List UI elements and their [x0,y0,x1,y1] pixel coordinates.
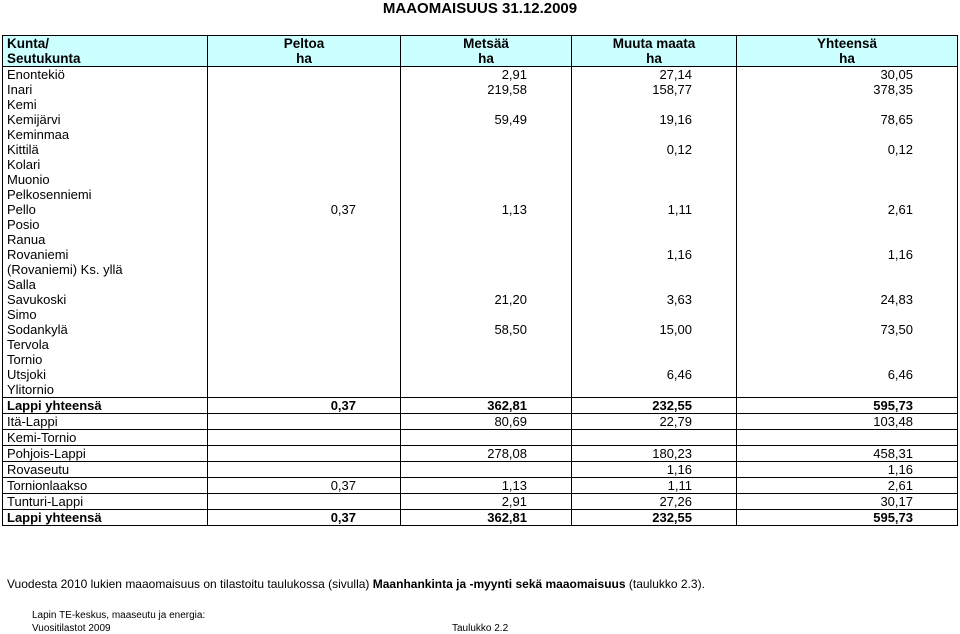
forest-cell [401,232,572,247]
fields-cell [208,217,401,232]
fields-cell [208,322,401,337]
other-land-cell: 1,16 [572,462,737,478]
total-cell: 30,05 [737,67,958,83]
forest-cell: 278,08 [401,446,572,462]
municipality-cell: (Rovaniemi) Ks. yllä [3,262,208,277]
table-row [3,97,958,112]
total-cell [737,277,958,292]
total-cell [737,307,958,322]
fields-cell [208,247,401,262]
other-land-cell: 22,79 [572,414,737,430]
forest-cell: 80,69 [401,414,572,430]
table-row [3,277,958,292]
fields-cell [208,292,401,307]
forest-cell [401,187,572,202]
forest-cell: 1,13 [401,478,572,494]
other-land-cell [572,157,737,172]
fields-cell [208,262,401,277]
forest-cell [401,247,572,262]
region-row [3,478,958,494]
fields-cell [208,462,401,478]
fields-cell: 0,37 [208,202,401,217]
fields-cell [208,157,401,172]
fields-cell [208,367,401,382]
header-unit: ha [737,51,958,67]
region-row [3,430,958,446]
forest-cell [401,172,572,187]
total-cell: 595,73 [737,510,958,526]
total-row [3,510,958,526]
forest-cell: 59,49 [401,112,572,127]
municipality-cell: Ylitornio [3,382,208,398]
municipality-cell: Keminmaa [3,127,208,142]
total-cell [737,217,958,232]
footer-source: Vuositilastot 2009 [32,623,111,634]
other-land-cell: 232,55 [572,510,737,526]
forest-cell: 2,91 [401,67,572,83]
header-municipality: Kunta/ [3,36,208,52]
other-land-cell: 27,26 [572,494,737,510]
municipality-cell: Lappi yhteensä [3,510,208,526]
fields-cell [208,307,401,322]
municipality-cell: Tunturi-Lappi [3,494,208,510]
fields-cell: 0,37 [208,510,401,526]
municipality-cell: Tornionlaakso [3,478,208,494]
municipality-cell: Posio [3,217,208,232]
forest-cell [401,430,572,446]
table-row [3,367,958,382]
other-land-cell [572,337,737,352]
fields-cell [208,142,401,157]
header-unit: ha [208,51,401,67]
table-row [3,172,958,187]
total-cell: 24,83 [737,292,958,307]
table-row [3,82,958,97]
municipality-cell: Pohjois-Lappi [3,446,208,462]
municipality-cell: Sodankylä [3,322,208,337]
forest-cell [401,217,572,232]
other-land-cell [572,127,737,142]
region-row [3,414,958,430]
table-row [3,307,958,322]
total-cell [737,127,958,142]
table-row [3,382,958,398]
forest-cell: 21,20 [401,292,572,307]
region-row [3,494,958,510]
total-cell: 103,48 [737,414,958,430]
fields-cell: 0,37 [208,478,401,494]
forest-cell: 362,81 [401,398,572,414]
footnote-bold-text: Maanhankinta ja -myynti sekä maaomaisuus [372,577,626,591]
other-land-cell: 1,11 [572,202,737,217]
forest-cell: 362,81 [401,510,572,526]
table-row [3,337,958,352]
fields-cell: 0,37 [208,398,401,414]
forest-cell [401,307,572,322]
fields-cell [208,430,401,446]
forest-cell [401,367,572,382]
municipality-cell: Simo [3,307,208,322]
forest-cell [401,97,572,112]
fields-cell [208,277,401,292]
table-row [3,187,958,202]
total-row [3,398,958,414]
other-land-cell: 6,46 [572,367,737,382]
municipality-cell: Inari [3,82,208,97]
other-land-cell [572,97,737,112]
forest-cell [401,337,572,352]
fields-cell [208,446,401,462]
municipality-cell: Enontekiö [3,67,208,83]
table-row [3,202,958,217]
region-row [3,462,958,478]
footer-organization: Lapin TE-keskus, maaseutu ja energia: [32,610,206,621]
total-cell: 0,12 [737,142,958,157]
total-cell [737,382,958,398]
fields-cell [208,112,401,127]
other-land-cell [572,382,737,398]
other-land-cell: 3,63 [572,292,737,307]
total-cell: 6,46 [737,367,958,382]
forest-cell: 58,50 [401,322,572,337]
header-fields: Peltoa [208,36,401,52]
header-forest: Metsää [401,36,572,52]
table-row [3,232,958,247]
total-cell: 2,61 [737,478,958,494]
total-cell [737,337,958,352]
municipality-cell: Kemi [3,97,208,112]
fields-cell [208,232,401,247]
fields-cell [208,82,401,97]
other-land-cell: 1,16 [572,247,737,262]
fields-cell [208,352,401,367]
other-land-cell: 27,14 [572,67,737,83]
municipality-cell: Itä-Lappi [3,414,208,430]
forest-cell [401,157,572,172]
total-cell: 2,61 [737,202,958,217]
fields-cell [208,414,401,430]
other-land-cell: 0,12 [572,142,737,157]
table-row [3,142,958,157]
total-cell [737,262,958,277]
other-land-cell: 19,16 [572,112,737,127]
other-land-cell [572,277,737,292]
other-land-cell: 232,55 [572,398,737,414]
other-land-cell [572,232,737,247]
forest-cell [401,382,572,398]
other-land-cell [572,262,737,277]
other-land-cell [572,352,737,367]
table-row [3,112,958,127]
land-ownership-table [2,35,958,526]
total-cell: 1,16 [737,247,958,262]
table-row [3,67,958,83]
forest-cell [401,127,572,142]
header-unit: ha [572,51,737,67]
table-row [3,127,958,142]
total-cell [737,172,958,187]
footnote [7,577,705,591]
header-total: Yhteensä [737,36,958,52]
municipality-cell: Kemijärvi [3,112,208,127]
forest-cell: 219,58 [401,82,572,97]
municipality-cell: Salla [3,277,208,292]
total-cell [737,187,958,202]
header-unit: ha [401,51,572,67]
table-row [3,217,958,232]
municipality-cell: Rovaseutu [3,462,208,478]
municipality-cell: Utsjoki [3,367,208,382]
table-row [3,247,958,262]
municipality-cell: Savukoski [3,292,208,307]
fields-cell [208,187,401,202]
fields-cell [208,67,401,83]
forest-cell [401,142,572,157]
other-land-cell: 1,11 [572,478,737,494]
municipality-cell: Kemi-Tornio [3,430,208,446]
table-row [3,322,958,337]
fields-cell [208,127,401,142]
other-land-cell [572,430,737,446]
table-row [3,292,958,307]
total-cell: 30,17 [737,494,958,510]
other-land-cell [572,217,737,232]
table-row [3,157,958,172]
municipality-cell: Pelkosenniemi [3,187,208,202]
other-land-cell: 15,00 [572,322,737,337]
fields-cell [208,172,401,187]
forest-cell [401,462,572,478]
header-region: Seutukunta [3,51,208,67]
footnote-text-end: (taulukko 2.3). [625,577,705,591]
municipality-cell: Tornio [3,352,208,367]
forest-cell: 1,13 [401,202,572,217]
other-land-cell [572,307,737,322]
other-land-cell [572,172,737,187]
total-cell: 78,65 [737,112,958,127]
footer-table-ref: Taulukko 2.2 [452,623,509,634]
municipality-cell: Tervola [3,337,208,352]
total-cell [737,97,958,112]
region-row [3,446,958,462]
municipality-cell: Kittilä [3,142,208,157]
total-cell [737,232,958,247]
total-cell [737,352,958,367]
municipality-cell: Rovaniemi [3,247,208,262]
forest-cell: 2,91 [401,494,572,510]
footnote-text: Vuodesta 2010 lukien maaomaisuus on tilastoitu taulukossa (sivulla) [7,577,373,591]
other-land-cell [572,187,737,202]
municipality-cell: Muonio [3,172,208,187]
page-title: MAAOMAISUUS 31.12.2009 [382,0,578,17]
forest-cell [401,277,572,292]
total-cell [737,157,958,172]
total-cell: 458,31 [737,446,958,462]
total-cell: 73,50 [737,322,958,337]
fields-cell [208,382,401,398]
fields-cell [208,494,401,510]
other-land-cell: 180,23 [572,446,737,462]
table-row [3,262,958,277]
other-land-cell: 158,77 [572,82,737,97]
municipality-cell: Pello [3,202,208,217]
municipality-cell: Kolari [3,157,208,172]
total-cell: 378,35 [737,82,958,97]
forest-cell [401,352,572,367]
fields-cell [208,97,401,112]
total-cell: 595,73 [737,398,958,414]
header-other-land: Muuta maata [572,36,737,52]
fields-cell [208,337,401,352]
municipality-cell: Lappi yhteensä [3,398,208,414]
total-cell [737,430,958,446]
forest-cell [401,262,572,277]
total-cell: 1,16 [737,462,958,478]
municipality-cell: Ranua [3,232,208,247]
table-row [3,352,958,367]
